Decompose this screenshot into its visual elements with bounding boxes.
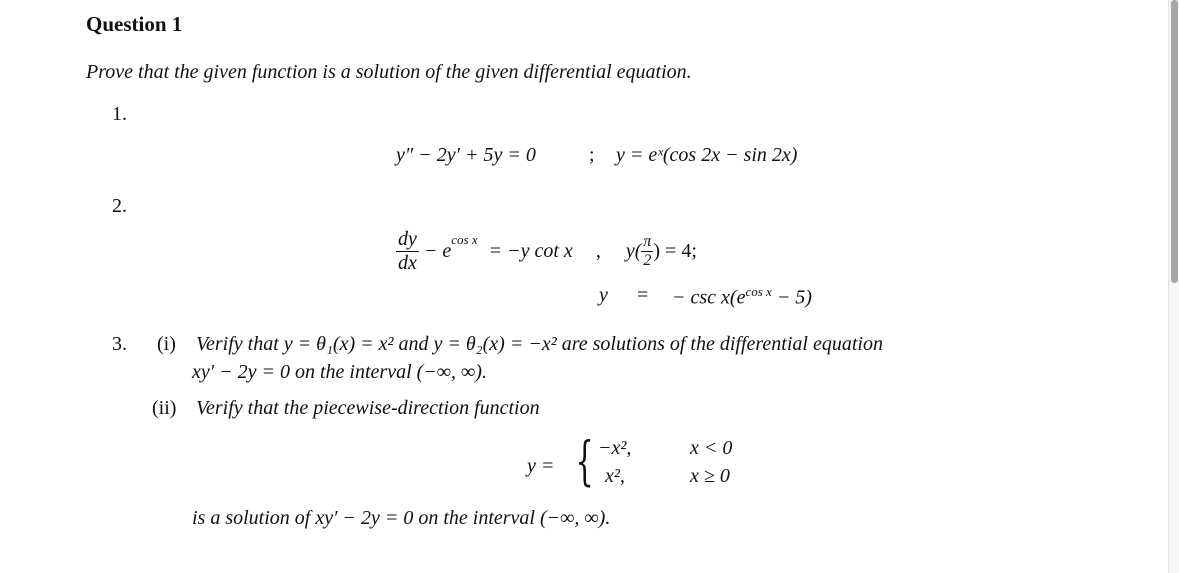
problem-2-equation: $\frac{dy}{dx}$ − $e^{cos x} = -y$ cot x , y( $\frac{\pi}{2}$ ) = 4;	[398, 228, 697, 274]
problem-1-separator: ;	[589, 144, 595, 166]
problem-2-solution-eq: =	[637, 284, 649, 306]
vertical-scrollbar[interactable]	[1168, 0, 1179, 573]
part-i-line-1: Verify that y = θ₁(x) = x² and y = θ₂(x) = −x² are solutions of the differential equation	[196, 333, 883, 355]
problem-2-number: 2.	[112, 195, 127, 217]
dy-dx-fraction: $\frac{dy}{dx}$	[398, 228, 417, 274]
part-ii-text: Verify that the piecewise-direction function	[196, 397, 540, 419]
problem-2-solution-lhs: y	[599, 284, 608, 306]
piecewise-lhs: y =	[527, 455, 555, 477]
problem-2-solution-rhs: − $\csc x(e^{cos x} - 5)$	[672, 284, 812, 309]
part-ii-label: (ii)	[152, 397, 177, 419]
piecewise-brace: {	[575, 432, 594, 492]
piecewise-case-2-expr: x²,	[605, 465, 625, 487]
problem-1-solution: y = eˣ(cos 2x − sin 2x)	[616, 144, 798, 166]
problem-1-number: 1.	[112, 103, 127, 125]
piecewise-case-1-expr: −x²,	[598, 437, 632, 459]
piecewise-case-2-cond: x ≥ 0	[690, 465, 730, 487]
problem-3-number: 3.	[112, 333, 127, 355]
part-i-line-2: xy′ − 2y = 0 on the interval (−∞, ∞).	[192, 361, 487, 383]
question-instruction: Prove that the given function is a solution of the given differential equation.	[86, 61, 692, 83]
pi-over-2-fraction: $\frac{\pi}{2}$	[643, 233, 652, 269]
scrollbar-thumb[interactable]	[1171, 0, 1178, 283]
part-ii-conclusion: is a solution of xy′ − 2y = 0 on the interval (−∞, ∞).	[192, 507, 611, 529]
question-title: Question 1	[86, 12, 183, 36]
piecewise-case-1-cond: x < 0	[690, 437, 733, 459]
problem-1-equation: y″ − 2y′ + 5y = 0	[396, 144, 536, 166]
part-i-label: (i)	[157, 333, 176, 355]
